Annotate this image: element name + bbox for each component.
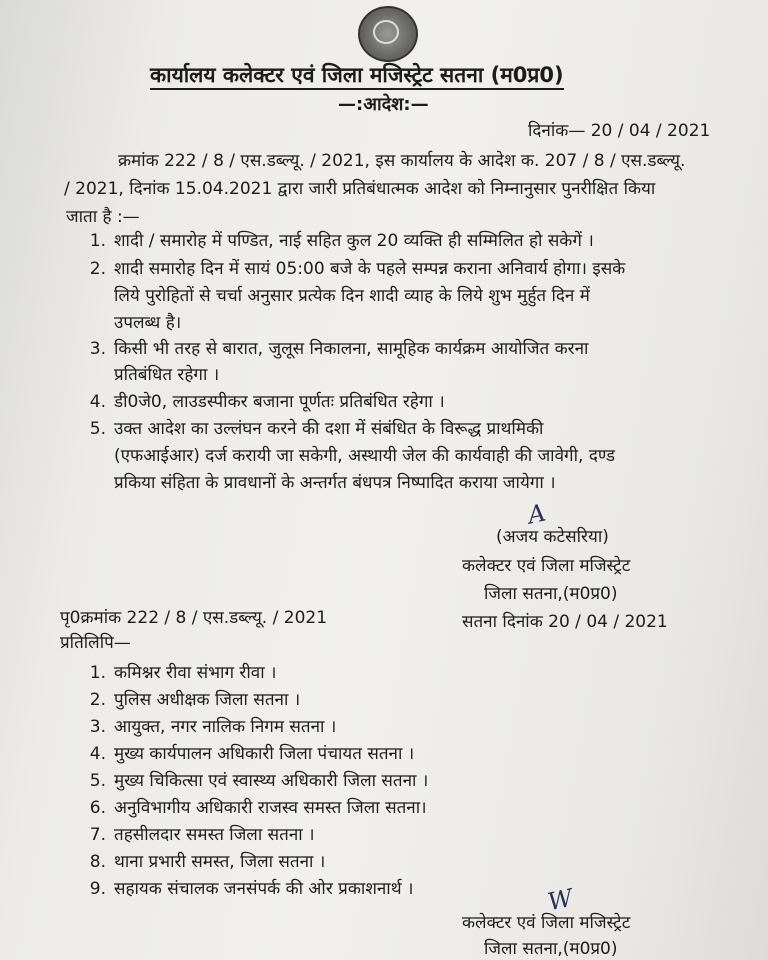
point-2-line-2: लिये पुरोहितों से चर्चा अनुसार प्रत्येक दिन शादी व्याह के लिये शुभ मुर्हुत दिन में <box>114 286 590 306</box>
point-number: 1. <box>89 231 106 251</box>
copy-item-6 <box>80 797 427 819</box>
signatory-name: (अजय कटेसरिया) <box>496 527 609 547</box>
signatory-designation: कलेक्टर एवं जिला मजिस्ट्रेट <box>462 556 631 576</box>
intro-line-3: जाता है :— <box>66 207 140 227</box>
signatory-2-designation: कलेक्टर एवं जिला मजिस्ट्रेट <box>462 913 631 933</box>
copy-item-number: 6. <box>89 798 106 818</box>
point-number: 3. <box>89 339 106 359</box>
point-3 <box>80 338 588 360</box>
copy-item-number: 2. <box>89 690 106 710</box>
copy-item-text: सहायक संचालक जनसंपर्क की ओर प्रकाशनार्थ । <box>114 879 414 899</box>
handwritten-signature-2: W <box>545 883 576 917</box>
copy-item-text: कमिश्नर रीवा संभाग रीवा । <box>114 663 277 683</box>
copy-item-4 <box>80 743 414 765</box>
copy-item-text: मुख्य कार्यपालन अधिकारी जिला पंचायत सतना । <box>114 744 415 764</box>
copy-item-1 <box>80 662 277 684</box>
point-number: 4. <box>89 392 106 412</box>
copy-item-text: पुलिस अधीक्षक जिला सतना । <box>114 690 301 710</box>
government-emblem-icon <box>358 6 418 62</box>
signatory-place: जिला सतना,(म0प्र0) <box>484 584 618 604</box>
copy-item-text: तहसीलदार समस्त जिला सतना । <box>114 825 315 845</box>
point-number: 2. <box>89 259 106 279</box>
intro-line-2: / 2021, दिनांक 15.04.2021 द्वारा जारी प्रतिबंधात्मक आदेश को निम्नानुसार पुनरीक्षित किया <box>64 179 656 199</box>
copy-item-2 <box>80 689 300 711</box>
point-2-line-3: उपलब्ध है। <box>114 313 182 333</box>
copy-item-3 <box>80 716 336 738</box>
point-text: डी0जे0, लाउडस्पीकर बजाना पूर्णतः प्रतिबंधित रहेगा । <box>114 392 445 412</box>
point-5 <box>80 418 543 440</box>
point-text: किसी भी तरह से बारात, जुलूस निकालना, सामूहिक कार्यक्रम आयोजित करना <box>114 339 589 359</box>
copy-item-text: मुख्य चिकित्सा एवं स्वास्थ्य अधिकारी जिला सतना । <box>114 771 429 791</box>
signatory-2-place: जिला सतना,(म0प्र0) <box>484 939 618 959</box>
copy-date: सतना दिनांक 20 / 04 / 2021 <box>462 612 668 632</box>
copy-item-9 <box>80 878 413 900</box>
copy-item-number: 9. <box>89 879 106 899</box>
point-text: शादी / समारोह में पण्डित, नाई सहित कुल 20 व्यक्ति ही सम्मिलित हो सकेगें । <box>114 231 594 251</box>
point-4 <box>80 391 445 413</box>
point-2 <box>80 258 625 280</box>
copy-item-text: थाना प्रभारी समस्त, जिला सतना । <box>114 852 326 872</box>
copy-item-text: आयुक्त, नगर नालिक निगम सतना । <box>114 717 337 737</box>
order-heading: —:आदेश:— <box>338 94 429 115</box>
copy-item-number: 1. <box>89 663 106 683</box>
copy-reference: पृ0क्रमांक 222 / 8 / एस.डब्ल्यू. / 2021 <box>60 608 328 628</box>
point-number: 5. <box>89 419 106 439</box>
copy-heading: प्रतिलिपि— <box>60 633 131 653</box>
copy-item-number: 5. <box>89 771 106 791</box>
point-1 <box>80 230 594 252</box>
order-date: दिनांक— 20 / 04 / 2021 <box>528 121 711 141</box>
office-title: कार्यालय कलेक्टर एवं जिला मजिस्ट्रेट सतना (म0प्र0) <box>150 62 564 90</box>
copy-item-number: 4. <box>89 744 106 764</box>
point-5-line-2: (एफआईआर) दर्ज करायी जा सकेगी, अस्थायी जेल की कार्यवाही की जावेगी, दण्ड <box>114 446 616 466</box>
handwritten-signature-1: A <box>525 498 549 530</box>
point-3-line-2: प्रतिबंधित रहेगा । <box>114 365 220 385</box>
intro-line-1: क्रमांक 222 / 8 / एस.डब्ल्यू. / 2021, इस कार्यालय के आदेश क. 207 / 8 / एस.डब्ल्यू. <box>118 151 686 171</box>
point-text: शादी समारोह दिन में सायं 05:00 बजे के पहले सम्पन्न कराना अनिवार्य होगा। इसके <box>114 259 626 279</box>
point-5-line-3: प्रकिया संहिता के प्रावधानों के अन्तर्गत बंधपत्र निष्पादित कराया जायेगा । <box>114 473 556 493</box>
copy-item-5 <box>80 770 428 792</box>
copy-item-number: 3. <box>89 717 106 737</box>
copy-item-7 <box>80 824 315 846</box>
copy-item-number: 7. <box>89 825 106 845</box>
copy-item-text: अनुविभागीय अधिकारी राजस्व समस्त जिला सतना। <box>114 798 427 818</box>
copy-item-8 <box>80 851 325 873</box>
copy-item-number: 8. <box>89 852 106 872</box>
point-text: उक्त आदेश का उल्लंघन करने की दशा में संबंधित के विरूद्ध प्राथमिकी <box>114 419 544 439</box>
